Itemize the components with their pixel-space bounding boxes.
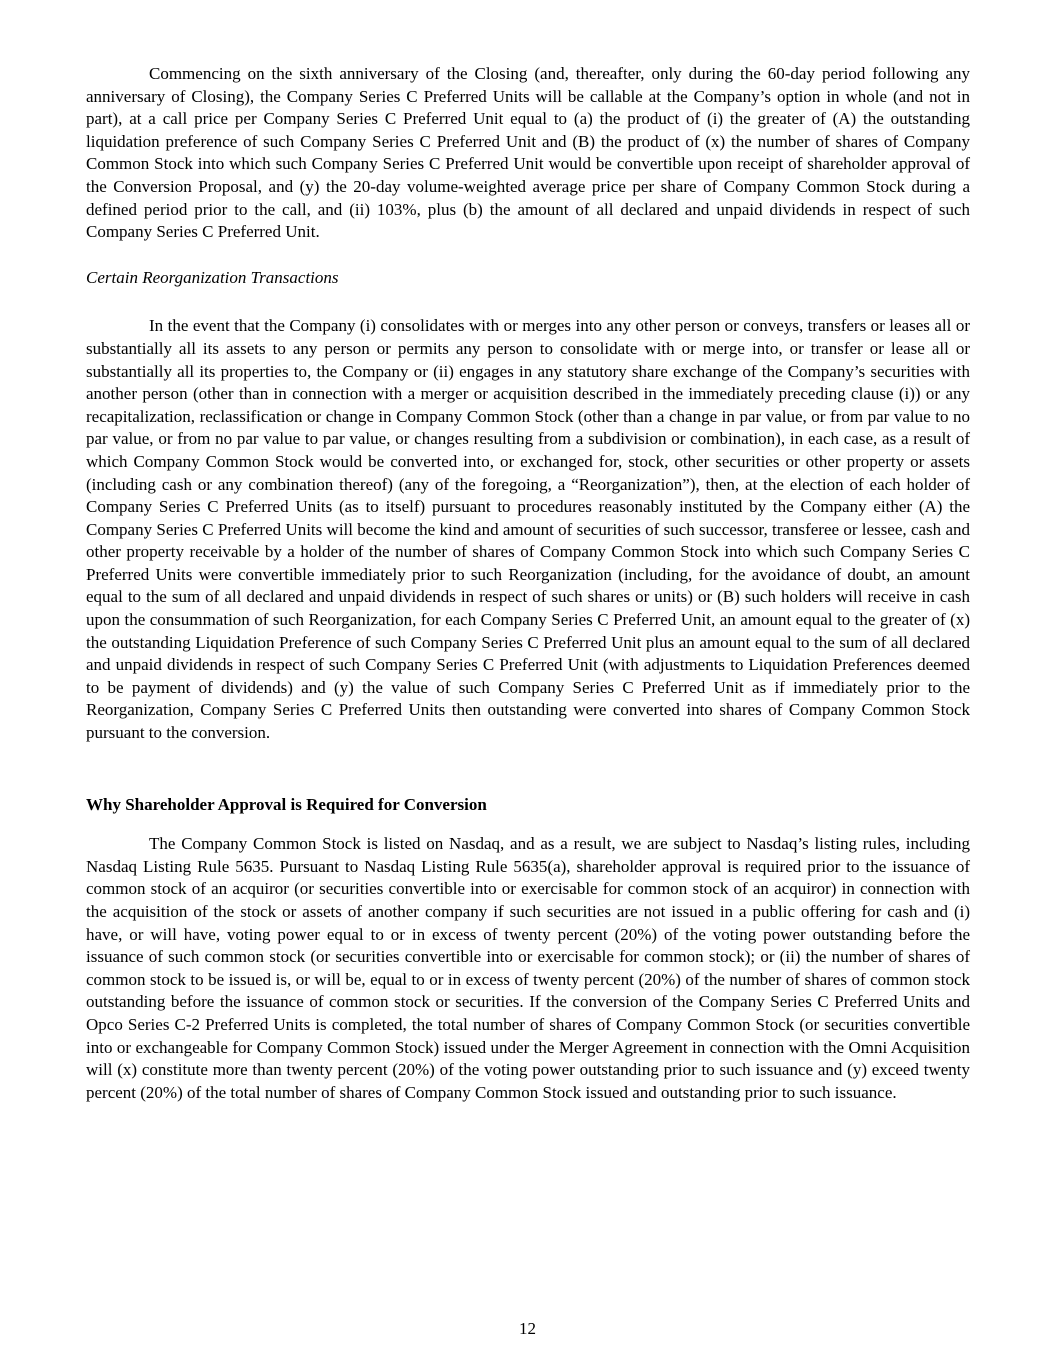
page-number: 12 <box>519 1319 536 1339</box>
paragraph-nasdaq-listing-rules: The Company Common Stock is listed on Nasdaq, and as a result, we are subject to Nasdaq’s listing rules, including Nasdaq Listing Rule 5635. Pursuant to Nasdaq Listing Rule 5635(a), shareholder approval is required prior to the issuance of common stock of an acquiror (or securities convertible into or exercisable for common stock of an acquiror) in connection with the acquisition of the stock or assets of another company if such securities are not issued in a public offering for cash and (i) have, or will have, voting power equal to or in excess of twenty percent (20%) of the voting power outstanding before the issuance of such common stock (or securities convertible into or exercisable for common stock); or (ii) the number of shares of common stock to be issued is, or will be, equal to or in excess of twenty percent (20%) of the number of shares of common stock outstanding before the issuance of common stock or securities. If the conversion of the Company Series C Preferred Units and Opco Series C-2 Preferred Units is completed, the total number of shares of Company Common Stock (or securities convertible into or exchangeable for Company Common Stock) issued under the Merger Agreement in connection with the Omni Acquisition will (x) constitute more than twenty percent (20%) of the voting power outstanding prior to such issuance and (y) exceed twenty percent (20%) of the total number of shares of Company Common Stock issued and outstanding prior to such issuance. <box>86 834 970 1102</box>
section-heading-certain-reorganization-transactions: Certain Reorganization Transactions <box>86 267 339 287</box>
paragraph-series-c-call-terms: Commencing on the sixth anniversary of the Closing (and, thereafter, only during the 60-day period following any anniversary of Closing), the Company Series C Preferred Units will be callable at the Company’s option in whole (and not in part), at a call price per Company Series C Preferred Unit equal to (a) the product of (i) the greater of (A) the outstanding liquidation preference of such Company Series C Preferred Unit and (B) the product of (x) the number of shares of Company Common Stock into which such Company Series C Preferred Unit would be convertible upon receipt of shareholder approval of the Conversion Proposal, and (y) the 20-day volume-weighted average price per share of Company Common Stock during a defined period prior to the call, and (ii) 103%, plus (b) the amount of all declared and unpaid dividends in respect of such Company Series C Preferred Unit. <box>86 64 970 242</box>
section-heading-why-shareholder-approval: Why Shareholder Approval is Required for Conversion <box>86 794 487 814</box>
paragraph-reorganization-transactions: In the event that the Company (i) consolidates with or merges into any other person or conveys, transfers or leases all or substantially all its assets to any person or permits any person to consolidate with or merge into, or transfer or lease all or substantially all its properties to, the Company or (ii) engages in any statutory share exchange of the Company’s securities with another person (other than in connection with a merger or acquisition described in the immediately preceding clause (i)) or any recapitalization, reclassification or change in Company Common Stock (other than a change in par value, or from par value to no par value, or from no par value to par value, or changes resulting from a subdivision or combination), in each case, as a result of which Company Common Stock would be converted into, or exchanged for, stock, other securities or other property or assets (including cash or any combination thereof) (any of the foregoing, a “Reorganization”), then, at the election of each holder of Company Series C Preferred Units (as to itself) pursuant to procedures reasonably instituted by the Company either (A) the Company Series C Preferred Units will become the kind and amount of securities of such successor, transferee or lessee, cash and other property receivable by a holder of the number of shares of Company Common Stock into which such Company Series C Preferred Units were convertible immediately prior to such Reorganization (including, for the avoidance of doubt, an amount equal to the sum of all declared and unpaid dividends in respect of such shares or units) or (B) such holders will receive in cash upon the consummation of such Reorganization, for each Company Series C Preferred Unit, an amount equal to the greater of (x) the outstanding Liquidation Preference of such Company Series C Preferred Unit plus an amount equal to the sum of all declared and unpaid dividends in respect of such Company Series C Preferred Unit (with adjustments to Liquidation Preferences deemed to be payment of dividends) and (y) the value of such Company Series C Preferred Unit as if immediately prior to the Reorganization, Company Series C Preferred Units then outstanding were converted into shares of Company Common Stock pursuant to the conversion. <box>86 316 970 743</box>
